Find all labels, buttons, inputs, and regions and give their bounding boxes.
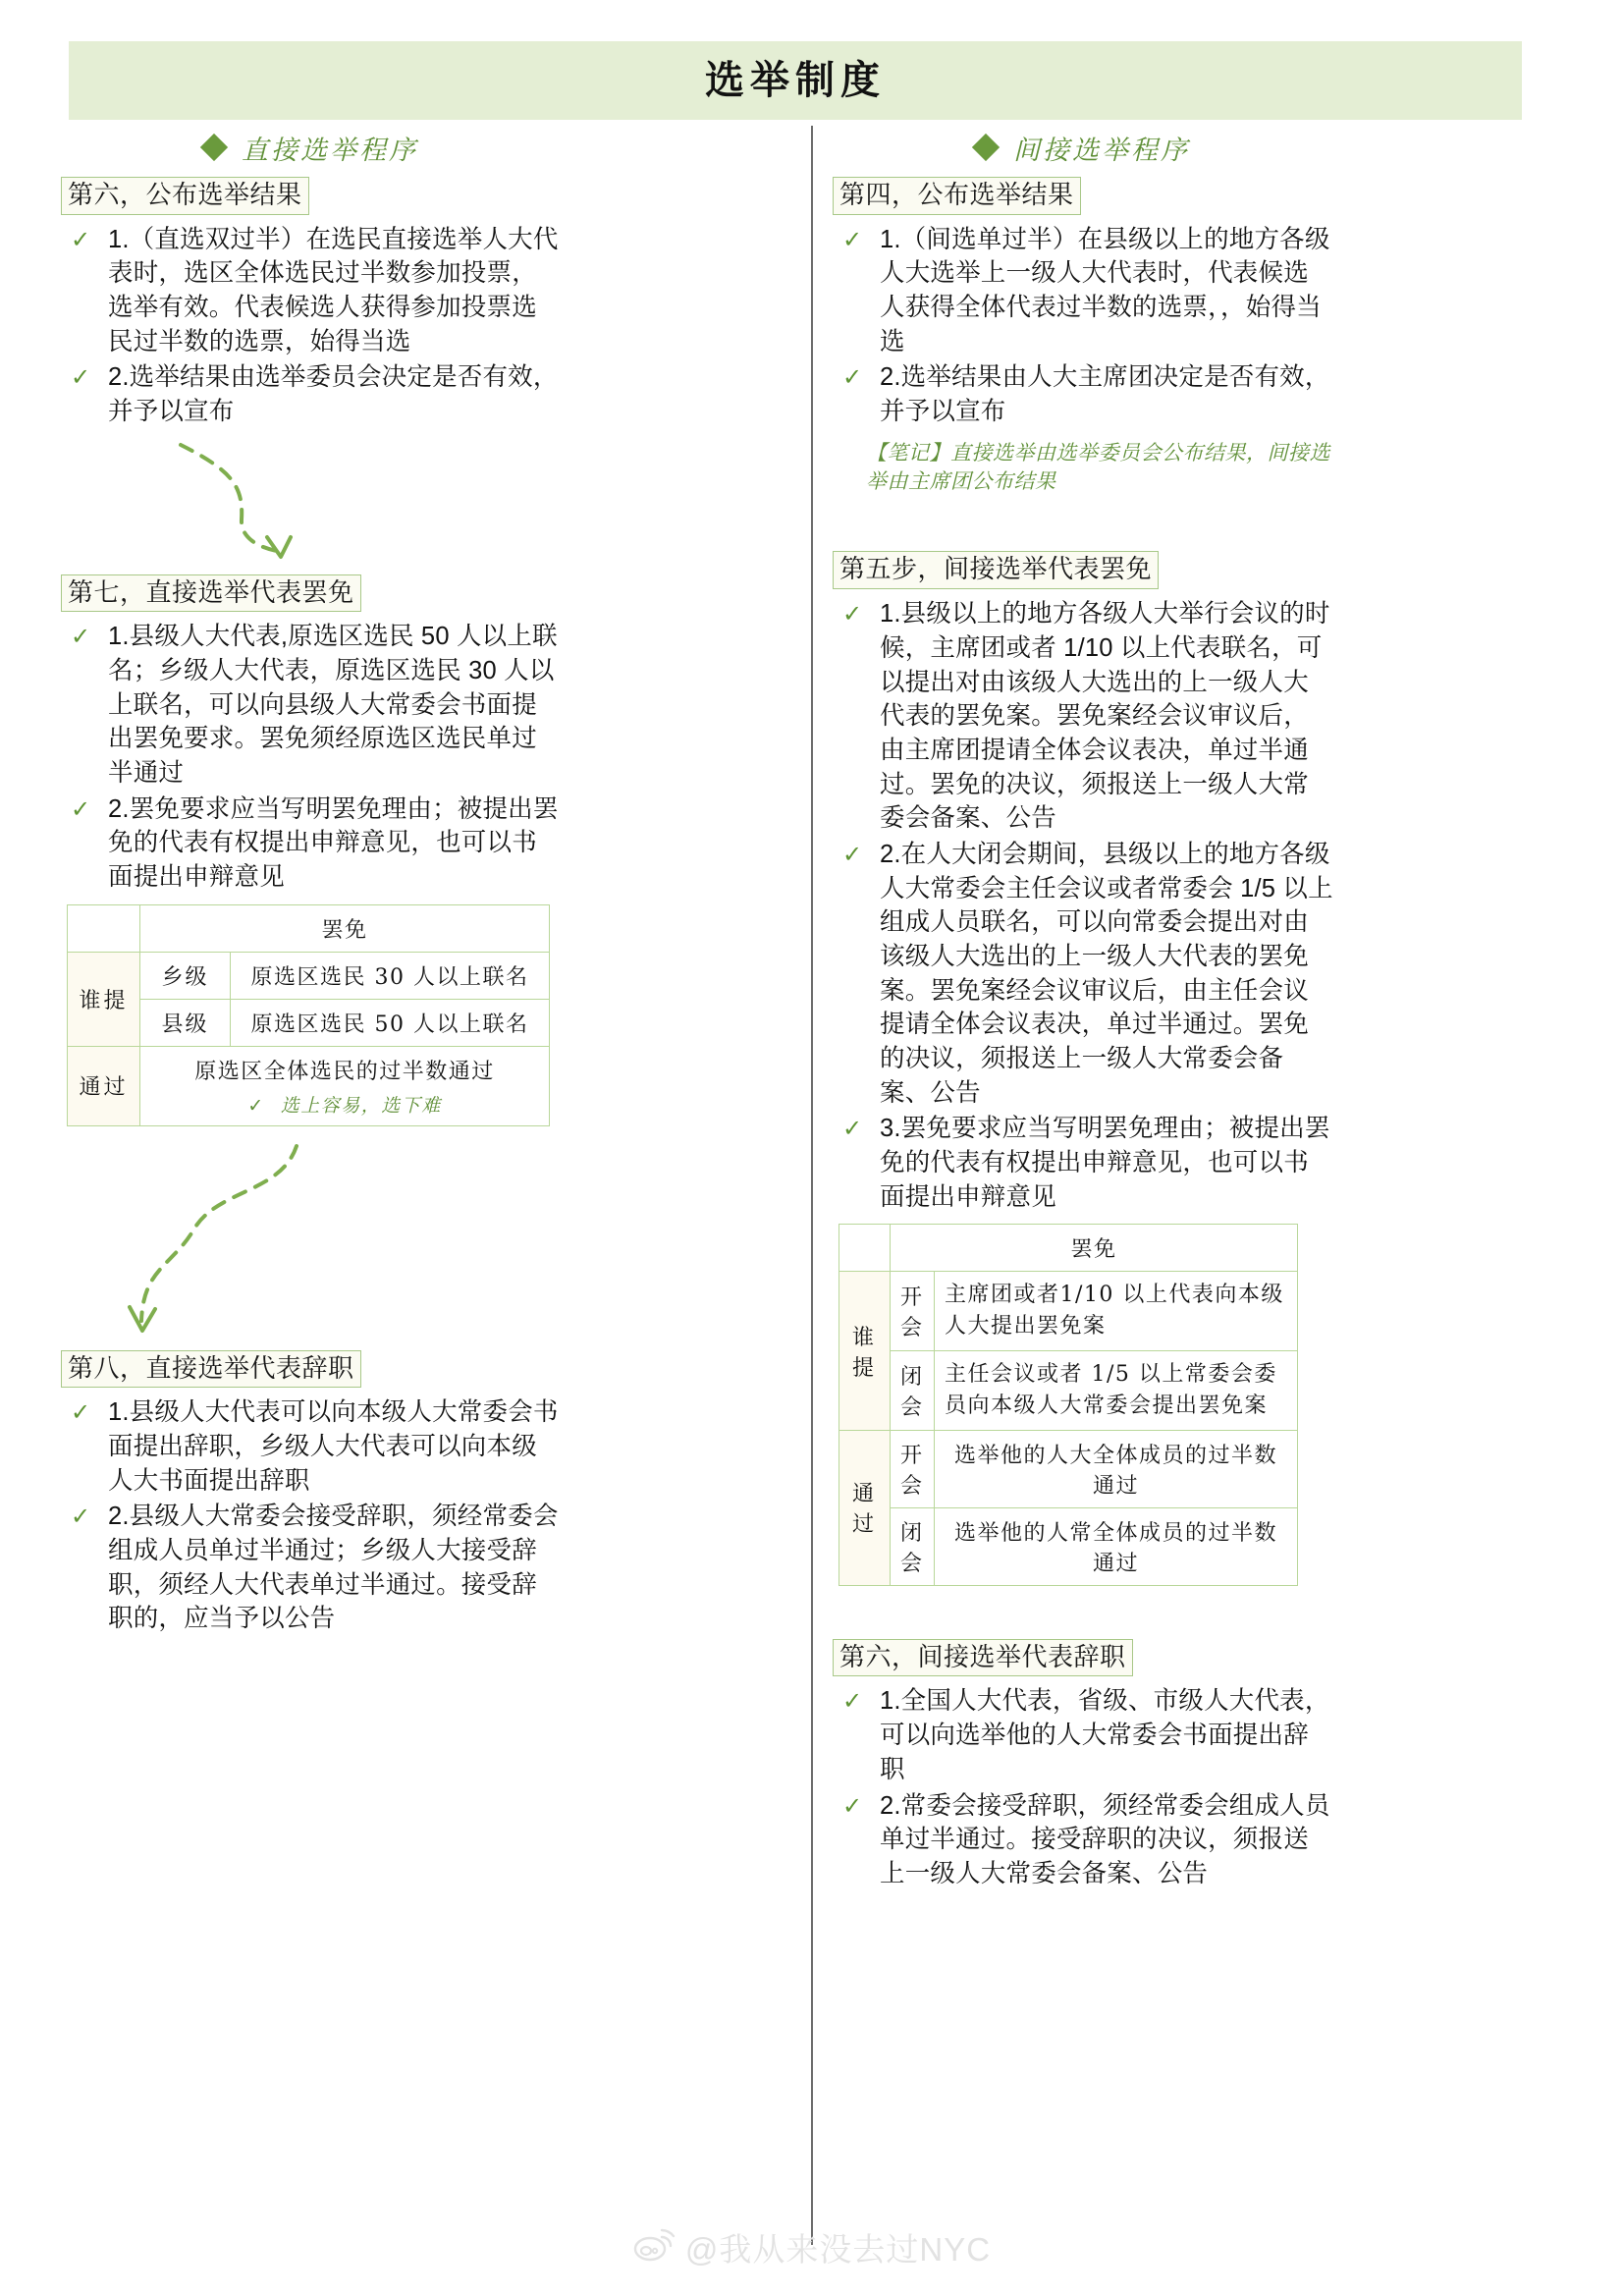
table-header-cell: 罢免 xyxy=(140,904,550,952)
weibo-logo xyxy=(632,2226,676,2269)
list-item xyxy=(61,1500,562,1636)
table-subheader: 开会 xyxy=(891,1272,935,1351)
spacer xyxy=(833,1594,1333,1639)
table-subheader: 开会 xyxy=(891,1430,935,1507)
bullet-list xyxy=(833,223,1333,429)
table-cell-value: 选举他的人大全体成员的过半数通过 xyxy=(935,1430,1298,1507)
check-icon: ✓ xyxy=(842,226,863,253)
diamond-icon xyxy=(972,134,1000,161)
table-subheader: 县级 xyxy=(140,999,231,1046)
table-cell-value: 原选区选民 50 人以上联名 xyxy=(231,999,550,1046)
table-cell-blank xyxy=(839,1225,891,1272)
table-rowheader-who: 谁提 xyxy=(839,1272,891,1431)
list-item xyxy=(61,360,562,428)
table-row xyxy=(68,904,550,952)
section-heading: 第五步，间接选举代表罢免 xyxy=(833,551,1159,589)
list-item xyxy=(833,360,1333,428)
table-cell-value: 选举他的人常全体成员的过半数通过 xyxy=(935,1507,1298,1585)
table-row xyxy=(839,1272,1298,1351)
list-item xyxy=(833,838,1333,1110)
table-row xyxy=(839,1507,1298,1585)
list-item xyxy=(61,620,562,790)
list-item xyxy=(833,223,1333,359)
table-rowheader-pass: 通过 xyxy=(839,1430,891,1585)
table-subheader: 闭会 xyxy=(891,1507,935,1585)
left-column-header-label: 直接选举程序 xyxy=(242,135,418,166)
list-item-text: 1.县级以上的地方各级人大举行会议的时候，主席团或者 1/10 以上代表联名，可以提出对由该级人大选出的上一级人大代表的罢免案。罢免案经会议审议后，由主席团提请全体会议表决，单过半通过。罢免的决议，须报送上一级人大常委会备案、公告 xyxy=(880,600,1330,833)
table-note-text: 选上容易，选下难 xyxy=(280,1094,442,1117)
table-cell-blank xyxy=(68,904,140,952)
list-item xyxy=(833,597,1333,836)
list-item xyxy=(833,1789,1333,1891)
table-row xyxy=(839,1430,1298,1507)
list-item-text: 1.（直选双过半）在选民直接选举人大代表时，选区全体选民过半数参加投票，选举有效。代表候选人获得参加投票选民过半数的选票，始得当选 xyxy=(108,225,559,355)
table-row xyxy=(68,952,550,999)
arrow-connector-2 xyxy=(61,1134,562,1350)
list-item xyxy=(833,1112,1333,1214)
list-item xyxy=(833,1684,1333,1786)
left-column-header xyxy=(61,122,562,173)
section-heading: 第七，直接选举代表罢免 xyxy=(61,574,361,613)
section-heading: 第四，公布选举结果 xyxy=(833,177,1081,215)
table-row xyxy=(839,1351,1298,1431)
check-icon: ✓ xyxy=(842,1116,863,1143)
check-icon: ✓ xyxy=(71,226,91,253)
section-right-1 xyxy=(833,177,1333,496)
check-icon: ✓ xyxy=(842,601,863,629)
table-cell-value: 主任会议或者 1/5 以上常委会委员向本级人大常委会提出罢免案 xyxy=(935,1351,1298,1431)
section-left-3 xyxy=(61,1350,562,1636)
table-cell-value: 主席团或者1/10 以上代表向本级人大提出罢免案 xyxy=(935,1272,1298,1351)
table-cell-pass xyxy=(140,1046,550,1125)
check-icon: ✓ xyxy=(842,1688,863,1716)
check-icon: ✓ xyxy=(842,1792,863,1820)
table-cell-value: 原选区选民 30 人以上联名 xyxy=(231,952,550,999)
section-right-3 xyxy=(833,1639,1333,1891)
table-row xyxy=(68,1046,550,1125)
watermark-handle: @我从来没去过NYC xyxy=(684,2231,992,2268)
right-column xyxy=(833,122,1333,1901)
bullet-list xyxy=(61,1395,562,1636)
list-item-text: 3.罢免要求应当写明罢免理由；被提出罢免的代表有权提出申辩意见，也可以书面提出申辩意见 xyxy=(880,1115,1330,1211)
section-heading: 第八，直接选举代表辞职 xyxy=(61,1350,361,1389)
list-item-text: 1.县级人大代表可以向本级人大常委会书面提出辞职，乡级人大代表可以向本级人大书面提出辞职 xyxy=(108,1398,559,1495)
list-item-text: 2.选举结果由人大主席团决定是否有效，并予以宣布 xyxy=(880,363,1330,426)
list-item xyxy=(61,793,562,895)
table-header-cell: 罢免 xyxy=(891,1225,1298,1272)
table-cell-pass-text: 原选区全体选民的过半数通过 xyxy=(194,1059,495,1084)
check-icon: ✓ xyxy=(842,364,863,392)
left-column xyxy=(61,122,562,1646)
section-left-2 xyxy=(61,574,562,1126)
table-row xyxy=(839,1225,1298,1272)
arrow-connector-1 xyxy=(61,439,562,574)
page-title: 选举制度 xyxy=(705,57,886,103)
bullet-list xyxy=(833,1684,1333,1890)
list-item-text: 2.县级人大常委会接受辞职，须经常委会组成人员单过半通过；乡级人大接受辞职，须经人大代表单过半通过。接受辞职的，应当予以公告 xyxy=(108,1503,559,1633)
check-icon: ✓ xyxy=(71,624,91,651)
table-rowheader-pass: 通过 xyxy=(68,1046,140,1125)
section-heading: 第六，公布选举结果 xyxy=(61,177,309,215)
list-item-text: 1.全国人大代表，省级、市级人大代表，可以向选举他的人大常委会书面提出辞职 xyxy=(880,1687,1330,1783)
table-note xyxy=(150,1091,539,1118)
section-left-1 xyxy=(61,177,562,429)
table-subheader: 闭会 xyxy=(891,1351,935,1431)
check-icon: ✓ xyxy=(71,1503,91,1531)
bullet-list xyxy=(61,223,562,429)
bullet-list xyxy=(833,597,1333,1214)
diamond-icon xyxy=(200,134,228,161)
title-banner xyxy=(69,41,1522,120)
watermark xyxy=(0,2224,1623,2270)
study-note: 【笔记】直接选举由选举委员会公布结果，间接选举由主席团公布结果 xyxy=(866,440,1330,494)
recall-table-indirect xyxy=(839,1224,1298,1586)
spacer xyxy=(833,506,1333,551)
section-right-2 xyxy=(833,551,1333,1585)
table-rowheader-who: 谁提 xyxy=(68,952,140,1046)
list-item xyxy=(61,1395,562,1498)
right-column-header xyxy=(833,122,1333,173)
check-icon: ✓ xyxy=(842,841,863,868)
list-item-text: 2.选举结果由选举委员会决定是否有效，并予以宣布 xyxy=(108,363,559,426)
section-heading: 第六，间接选举代表辞职 xyxy=(833,1639,1133,1677)
list-item xyxy=(61,223,562,359)
list-item-text: 1.县级人大代表,原选区选民 50 人以上联名；乡级人大代表，原选区选民 30 人以上联名，可以向县级人大常委会书面提出罢免要求。罢免须经原选区选民单过半通过 xyxy=(108,623,558,788)
right-column-header-label: 间接选举程序 xyxy=(1013,135,1190,166)
list-item-text: 2.在人大闭会期间，县级以上的地方各级人大常委会主任会议或者常委会 1/5 以上组成人员联名，可以向常委会提出对由该级人大选出的上一级人大代表的罢免案。罢免案经会议审议后，由主任会议提请全体会议表决，单过半通过。罢免的决议，须报送上一级人大常委会备案、公告 xyxy=(880,840,1333,1107)
list-item-text: 2.罢免要求应当写明罢免理由；被提出罢免的代表有权提出申辩意见，也可以书面提出申辩意见 xyxy=(108,794,559,892)
check-icon: ✓ xyxy=(71,364,91,392)
check-icon: ✓ xyxy=(71,1399,91,1427)
check-icon: ✓ xyxy=(247,1094,265,1117)
check-icon: ✓ xyxy=(71,795,91,823)
bullet-list xyxy=(61,620,562,894)
list-item-text: 1.（间选单过半）在县级以上的地方各级人大选举上一级人大代表时，代表候选人获得全体代表过半数的选票，，始得当选 xyxy=(880,225,1330,355)
table-row xyxy=(68,999,550,1046)
content-columns xyxy=(0,122,1623,2204)
list-item-text: 2.常委会接受辞职，须经常委会组成人员单过半通过。接受辞职的决议，须报送上一级人大常委会备案、公告 xyxy=(880,1791,1330,1887)
recall-table-direct xyxy=(67,904,550,1126)
table-subheader: 乡级 xyxy=(140,952,231,999)
